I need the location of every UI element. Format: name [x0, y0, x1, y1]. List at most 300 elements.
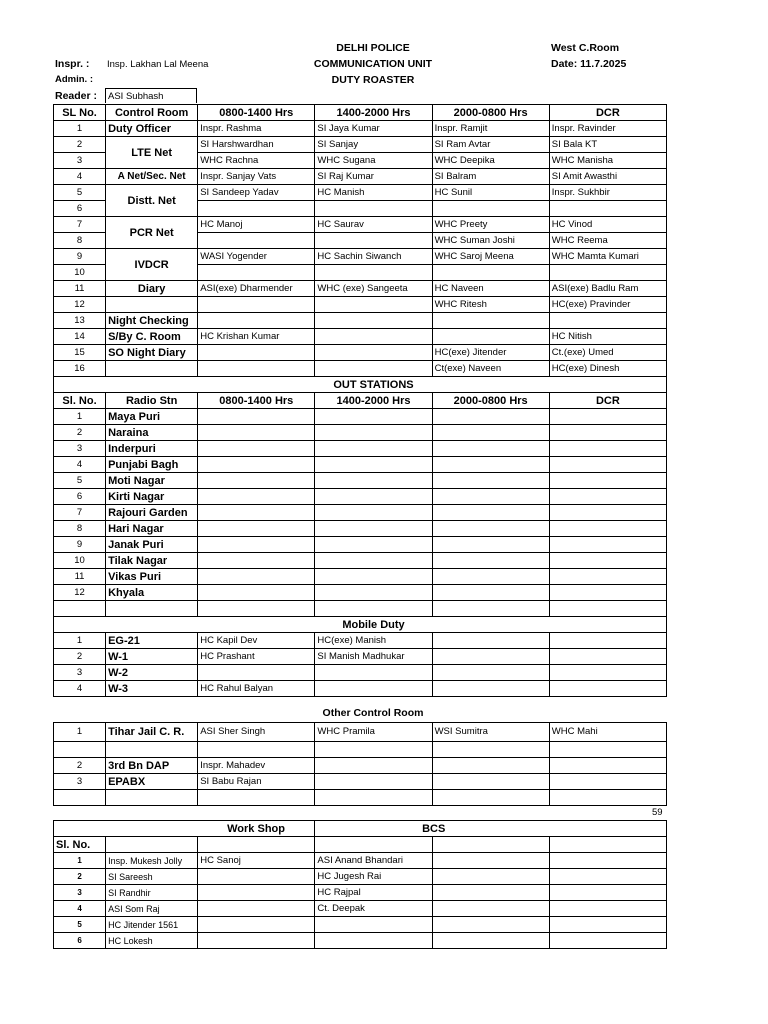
- blank-cell: [198, 601, 315, 617]
- sl-no-cell: 7: [54, 505, 106, 521]
- sl-no-cell: 11: [54, 569, 106, 585]
- shift-2-cell: [315, 774, 432, 790]
- workshop-row: [54, 917, 667, 933]
- sl-no-cell: 6: [54, 201, 106, 217]
- shift-3-cell: HC Sunil: [432, 185, 549, 201]
- workshop-row: [54, 901, 667, 917]
- workshop-staff-cell: SI Randhir: [106, 885, 198, 901]
- out-station-row: [54, 505, 667, 521]
- sl-no-cell: 13: [54, 313, 106, 329]
- blank-cell: [54, 601, 106, 617]
- sl-no-cell: 2: [54, 425, 106, 441]
- shift-3-cell: [432, 265, 549, 281]
- control-room-name: Tihar Jail C. R.: [106, 723, 198, 742]
- blank-cell: [106, 821, 198, 837]
- duty-name-cell: Night Checking: [106, 313, 198, 329]
- blank-cell: [549, 901, 666, 917]
- dcr-cell: Ct.(exe) Umed: [549, 345, 666, 361]
- control-room-header: Control Room: [106, 105, 198, 121]
- dcr-cell: [549, 649, 666, 665]
- out-station-row: [54, 537, 667, 553]
- workshop-row: [54, 869, 667, 885]
- sl-no-cell: 5: [54, 917, 106, 933]
- sl-no-cell: 11: [54, 281, 106, 297]
- dcr-cell: [549, 537, 666, 553]
- radio-station-name: Rajouri Garden: [106, 505, 198, 521]
- main-roster-table: [53, 104, 667, 697]
- dcr-cell: [549, 742, 666, 758]
- workshop-staff-cell: SI Sareesh: [106, 869, 198, 885]
- duty-name-cell: Duty Officer: [106, 121, 198, 137]
- dcr-cell: HC(exe) Dinesh: [549, 361, 666, 377]
- shift-1-cell: [198, 489, 315, 505]
- control-room-name: [106, 790, 198, 806]
- shift-2-cell: SI Manish Madhukar: [315, 649, 432, 665]
- dcr-cell: [549, 505, 666, 521]
- shift-3-cell: HC(exe) Jitender: [432, 345, 549, 361]
- other-control-row: [54, 723, 667, 742]
- workshop-staff-2-cell: [198, 869, 315, 885]
- workshop-row: [54, 933, 667, 949]
- shift-2-cell: [315, 297, 432, 313]
- dcr-cell: [549, 681, 666, 697]
- bcs-title: BCS: [432, 821, 666, 837]
- dcr-cell: WHC Manisha: [549, 153, 666, 169]
- other-control-row: [54, 742, 667, 758]
- sl-no-cell: 2: [54, 758, 106, 774]
- shift-3-cell: WSI Sumitra: [432, 723, 549, 742]
- shift-1-header: 0800-1400 Hrs: [198, 105, 315, 121]
- shift-1-cell: HC Manoj: [198, 217, 315, 233]
- out-station-row: [54, 489, 667, 505]
- blank-cell: [432, 837, 549, 853]
- shift-1-cell: [198, 537, 315, 553]
- blank-cell: [432, 933, 549, 949]
- radio-station-name: Janak Puri: [106, 537, 198, 553]
- sl-no-cell: 1: [54, 121, 106, 137]
- radio-station-name: Tilak Nagar: [106, 553, 198, 569]
- shift-1-cell: SI Harshwardhan: [198, 137, 315, 153]
- duty-name-cell: Distt. Net: [106, 185, 198, 217]
- shift-3-cell: WHC Suman Joshi: [432, 233, 549, 249]
- blank-cell: [432, 853, 549, 869]
- workshop-staff-2-cell: [198, 901, 315, 917]
- table-row: [54, 297, 667, 313]
- mobile-unit-name: W-1: [106, 649, 198, 665]
- page-number: 59: [652, 807, 663, 818]
- workshop-staff-2-cell: [198, 933, 315, 949]
- workshop-staff-cell: HC Lokesh: [106, 933, 198, 949]
- dcr-cell: WHC Reema: [549, 233, 666, 249]
- blank-cell: [432, 901, 549, 917]
- blank-cell: [106, 837, 198, 853]
- mobile-duty-row: [54, 633, 667, 649]
- other-control-row: [54, 790, 667, 806]
- dcr-cell: [549, 425, 666, 441]
- dcr-cell: [549, 473, 666, 489]
- shift-1-cell: Inspr. Rashma: [198, 121, 315, 137]
- shift-1-cell: [198, 505, 315, 521]
- blank-cell: [432, 617, 549, 633]
- table-row: [54, 281, 667, 297]
- sl-no-cell: 5: [54, 473, 106, 489]
- dcr-cell: [549, 441, 666, 457]
- shift-3-cell: [432, 665, 549, 681]
- shift-2-cell: [315, 441, 432, 457]
- out-station-row: [54, 585, 667, 601]
- blank-cell: [549, 917, 666, 933]
- admin-label: Admin. :: [55, 74, 93, 85]
- shift-1-cell: [198, 553, 315, 569]
- blank-cell: [432, 601, 549, 617]
- shift-2-cell: HC Saurav: [315, 217, 432, 233]
- shift-2-cell: WHC Pramila: [315, 723, 432, 742]
- shift-3-cell: WHC Ritesh: [432, 297, 549, 313]
- sl-no-cell: 10: [54, 265, 106, 281]
- roster-date: Date: 11.7.2025: [551, 58, 627, 70]
- shift-1-cell: HC Kapil Dev: [198, 633, 315, 649]
- shift-1-cell: [198, 742, 315, 758]
- blank-cell: [549, 601, 666, 617]
- other-control-row: [54, 774, 667, 790]
- duty-name-cell: [106, 361, 198, 377]
- dcr-cell: [549, 774, 666, 790]
- inspector-label: Inspr. :: [55, 58, 90, 70]
- dcr-cell: HC(exe) Pravinder: [549, 297, 666, 313]
- radio-station-name: Vikas Puri: [106, 569, 198, 585]
- shift-3-cell: [432, 473, 549, 489]
- sl-no-cell: 6: [54, 933, 106, 949]
- shift-2-cell: HC(exe) Manish: [315, 633, 432, 649]
- shift-1-cell: [198, 201, 315, 217]
- shift-3-cell: SI Ram Avtar: [432, 137, 549, 153]
- workshop-staff-cell: HC Jitender 1561: [106, 917, 198, 933]
- radio-stn-header: Radio Stn: [106, 393, 198, 409]
- dcr-cell: SI Bala KT: [549, 137, 666, 153]
- shift-1-cell: [198, 297, 315, 313]
- sl-no-cell: 4: [54, 901, 106, 917]
- shift-3-cell: [432, 457, 549, 473]
- dcr-cell: [549, 313, 666, 329]
- shift-3-cell: [432, 521, 549, 537]
- dcr-cell: HC Vinod: [549, 217, 666, 233]
- shift-2-cell: WHC Sugana: [315, 153, 432, 169]
- shift-1-cell: ASI Sher Singh: [198, 723, 315, 742]
- shift-1-cell: ASI(exe) Dharmender: [198, 281, 315, 297]
- out-stations-header-row: [54, 393, 667, 409]
- table-row: [54, 185, 667, 201]
- sl-no-cell: 5: [54, 185, 106, 201]
- workshop-staff-cell: ASI Som Raj: [106, 901, 198, 917]
- sl-no-cell: [54, 742, 106, 758]
- shift-1-cell: [198, 585, 315, 601]
- blank-cell: [198, 837, 315, 853]
- shift-2-cell: [315, 233, 432, 249]
- shift-2-cell: [315, 758, 432, 774]
- duty-name-cell: IVDCR: [106, 249, 198, 281]
- sl-no-cell: 6: [54, 489, 106, 505]
- sl-no-cell: 3: [54, 441, 106, 457]
- blank-cell: [432, 917, 549, 933]
- shift-1-cell: [198, 233, 315, 249]
- shift-1-cell: SI Babu Rajan: [198, 774, 315, 790]
- blank-cell: [106, 601, 198, 617]
- bcs-staff-cell: [315, 933, 432, 949]
- bcs-staff-cell: Ct. Deepak: [315, 901, 432, 917]
- reader-value: ASI Subhash: [105, 88, 197, 103]
- shift-2-header: 1400-2000 Hrs: [315, 105, 432, 121]
- sl-no-cell: 14: [54, 329, 106, 345]
- blank-cell: [54, 377, 106, 393]
- shift-2-cell: [315, 537, 432, 553]
- shift-1-cell: SI Sandeep Yadav: [198, 185, 315, 201]
- shift-1-cell: [198, 409, 315, 425]
- bcs-staff-cell: HC Rajpal: [315, 885, 432, 901]
- blank-cell: [106, 377, 198, 393]
- shift-2-cell: [315, 473, 432, 489]
- shift-2-cell: [315, 681, 432, 697]
- title-line-1: DELHI POLICE: [336, 42, 410, 54]
- table-row: [54, 249, 667, 265]
- shift-2-cell: [315, 665, 432, 681]
- blank-cell: [198, 377, 315, 393]
- sl-no-cell: 12: [54, 297, 106, 313]
- blank-row: [54, 601, 667, 617]
- shift-1-cell: [198, 361, 315, 377]
- roster-header-row: [54, 105, 667, 121]
- shift-3-cell: Inspr. Ramjit: [432, 121, 549, 137]
- blank-cell: [549, 933, 666, 949]
- sl-no-cell: 2: [54, 137, 106, 153]
- dcr-cell: [549, 585, 666, 601]
- shift-3-header: 2000-0800 Hrs: [432, 393, 549, 409]
- dcr-header: DCR: [549, 105, 666, 121]
- sl-no-cell: 4: [54, 681, 106, 697]
- out-stations-title: OUT STATIONS: [315, 377, 432, 393]
- shift-2-cell: [315, 489, 432, 505]
- blank-cell: [432, 869, 549, 885]
- sl-no-cell: 12: [54, 585, 106, 601]
- duty-name-cell: SO Night Diary: [106, 345, 198, 361]
- shift-1-header: 0800-1400 Hrs: [198, 393, 315, 409]
- table-row: [54, 313, 667, 329]
- shift-2-cell: [315, 553, 432, 569]
- shift-2-cell: [315, 313, 432, 329]
- sl-no-header: Sl. No.: [54, 837, 106, 853]
- sl-no-cell: 8: [54, 233, 106, 249]
- workshop-header-row: [54, 837, 667, 853]
- duty-name-cell: S/By C. Room: [106, 329, 198, 345]
- bcs-staff-cell: HC Jugesh Rai: [315, 869, 432, 885]
- blank-cell: [549, 377, 666, 393]
- table-row: [54, 169, 667, 185]
- dcr-cell: WHC Mamta Kumari: [549, 249, 666, 265]
- sl-no-cell: 1: [54, 723, 106, 742]
- sl-no-cell: 1: [54, 633, 106, 649]
- shift-2-cell: [315, 265, 432, 281]
- blank-cell: [198, 617, 315, 633]
- blank-cell: [315, 821, 432, 837]
- blank-cell: [549, 617, 666, 633]
- table-row: [54, 361, 667, 377]
- table-row: [54, 137, 667, 153]
- blank-cell: [315, 601, 432, 617]
- sl-no-cell: 2: [54, 869, 106, 885]
- shift-2-cell: [315, 409, 432, 425]
- radio-station-name: Kirti Nagar: [106, 489, 198, 505]
- control-room-name: 3rd Bn DAP: [106, 758, 198, 774]
- shift-1-cell: [198, 457, 315, 473]
- out-station-row: [54, 457, 667, 473]
- shift-2-cell: [315, 742, 432, 758]
- shift-1-cell: [198, 569, 315, 585]
- shift-3-cell: [432, 553, 549, 569]
- sl-no-cell: 10: [54, 553, 106, 569]
- shift-1-cell: [198, 265, 315, 281]
- workshop-row: [54, 885, 667, 901]
- shift-3-header: 2000-0800 Hrs: [432, 105, 549, 121]
- mobile-duty-row: [54, 649, 667, 665]
- other-control-room-table: [53, 722, 667, 806]
- dcr-cell: [549, 758, 666, 774]
- duty-name-cell: PCR Net: [106, 217, 198, 249]
- shift-2-cell: [315, 201, 432, 217]
- sl-no-cell: 3: [54, 774, 106, 790]
- shift-3-cell: [432, 441, 549, 457]
- mobile-duty-row: [54, 681, 667, 697]
- shift-1-cell: [198, 473, 315, 489]
- shift-3-cell: WHC Deepika: [432, 153, 549, 169]
- shift-3-cell: [432, 489, 549, 505]
- shift-1-cell: WASI Yogender: [198, 249, 315, 265]
- duty-name-cell: A Net/Sec. Net: [106, 169, 198, 185]
- radio-station-name: Punjabi Bagh: [106, 457, 198, 473]
- shift-3-cell: [432, 505, 549, 521]
- shift-3-cell: WHC Saroj Meena: [432, 249, 549, 265]
- blank-cell: [432, 885, 549, 901]
- shift-2-header: 1400-2000 Hrs: [315, 393, 432, 409]
- blank-cell: [315, 837, 432, 853]
- shift-3-cell: [432, 425, 549, 441]
- shift-3-cell: [432, 758, 549, 774]
- shift-2-cell: [315, 361, 432, 377]
- shift-2-cell: HC Sachin Siwanch: [315, 249, 432, 265]
- workshop-bcs-table: [53, 820, 667, 949]
- shift-2-cell: [315, 585, 432, 601]
- mobile-unit-name: W-2: [106, 665, 198, 681]
- out-station-row: [54, 409, 667, 425]
- shift-3-cell: [432, 774, 549, 790]
- dcr-cell: [549, 790, 666, 806]
- control-room-name: [106, 742, 198, 758]
- dcr-cell: Inspr. Ravinder: [549, 121, 666, 137]
- shift-2-cell: [315, 569, 432, 585]
- mobile-unit-name: W-3: [106, 681, 198, 697]
- sl-no-cell: 2: [54, 649, 106, 665]
- workshop-title: Work Shop: [198, 821, 315, 837]
- sl-no-cell: [54, 790, 106, 806]
- radio-station-name: Hari Nagar: [106, 521, 198, 537]
- sl-no-cell: 7: [54, 217, 106, 233]
- table-row: [54, 217, 667, 233]
- shift-2-cell: [315, 790, 432, 806]
- sl-no-cell: 9: [54, 249, 106, 265]
- radio-station-name: Moti Nagar: [106, 473, 198, 489]
- other-control-row: [54, 758, 667, 774]
- sl-no-cell: 16: [54, 361, 106, 377]
- dcr-cell: [549, 201, 666, 217]
- shift-1-cell: [198, 345, 315, 361]
- shift-1-cell: [198, 441, 315, 457]
- blank-cell: [106, 617, 198, 633]
- duty-name-cell: [106, 297, 198, 313]
- sl-no-cell: 4: [54, 457, 106, 473]
- mobile-duty-title: Mobile Duty: [315, 617, 432, 633]
- shift-1-cell: HC Krishan Kumar: [198, 329, 315, 345]
- dcr-cell: [549, 521, 666, 537]
- shift-3-cell: [432, 585, 549, 601]
- radio-station-name: Khyala: [106, 585, 198, 601]
- shift-3-cell: [432, 569, 549, 585]
- mobile-duty-row: [54, 665, 667, 681]
- shift-3-cell: [432, 313, 549, 329]
- dcr-cell: SI Amit Awasthi: [549, 169, 666, 185]
- dcr-cell: [549, 553, 666, 569]
- shift-1-cell: HC Rahul Balyan: [198, 681, 315, 697]
- bcs-staff-cell: ASI Anand Bhandari: [315, 853, 432, 869]
- dcr-header: DCR: [549, 393, 666, 409]
- out-station-row: [54, 441, 667, 457]
- sl-no-cell: 15: [54, 345, 106, 361]
- shift-3-cell: Ct(exe) Naveen: [432, 361, 549, 377]
- shift-2-cell: [315, 329, 432, 345]
- radio-station-name: Naraina: [106, 425, 198, 441]
- out-station-row: [54, 569, 667, 585]
- blank-cell: [549, 869, 666, 885]
- dcr-cell: [549, 409, 666, 425]
- workshop-staff-2-cell: [198, 917, 315, 933]
- shift-1-cell: [198, 665, 315, 681]
- inspector-value: Insp. Lakhan Lal Meena: [107, 59, 209, 70]
- shift-3-cell: [432, 409, 549, 425]
- out-station-row: [54, 521, 667, 537]
- sl-no-cell: 4: [54, 169, 106, 185]
- table-row: [54, 345, 667, 361]
- sl-no-header: SL No.: [54, 105, 106, 121]
- shift-2-cell: [315, 457, 432, 473]
- shift-1-cell: [198, 790, 315, 806]
- shift-2-cell: [315, 521, 432, 537]
- dcr-cell: [549, 569, 666, 585]
- sl-no-cell: 1: [54, 853, 106, 869]
- shift-3-cell: HC Naveen: [432, 281, 549, 297]
- blank-cell: [432, 377, 549, 393]
- table-row: [54, 329, 667, 345]
- shift-2-cell: HC Manish: [315, 185, 432, 201]
- sl-no-header: Sl. No.: [54, 393, 106, 409]
- blank-cell: [549, 837, 666, 853]
- dcr-cell: [549, 489, 666, 505]
- shift-2-cell: WHC (exe) Sangeeta: [315, 281, 432, 297]
- mobile-duty-title-row: [54, 617, 667, 633]
- shift-3-cell: [432, 790, 549, 806]
- control-room-name: EPABX: [106, 774, 198, 790]
- shift-1-cell: [198, 521, 315, 537]
- title-line-2: COMMUNICATION UNIT: [313, 58, 433, 70]
- title-line-3: DUTY ROASTER: [331, 74, 415, 86]
- workshop-staff-2-cell: [198, 885, 315, 901]
- dcr-cell: WHC Mahi: [549, 723, 666, 742]
